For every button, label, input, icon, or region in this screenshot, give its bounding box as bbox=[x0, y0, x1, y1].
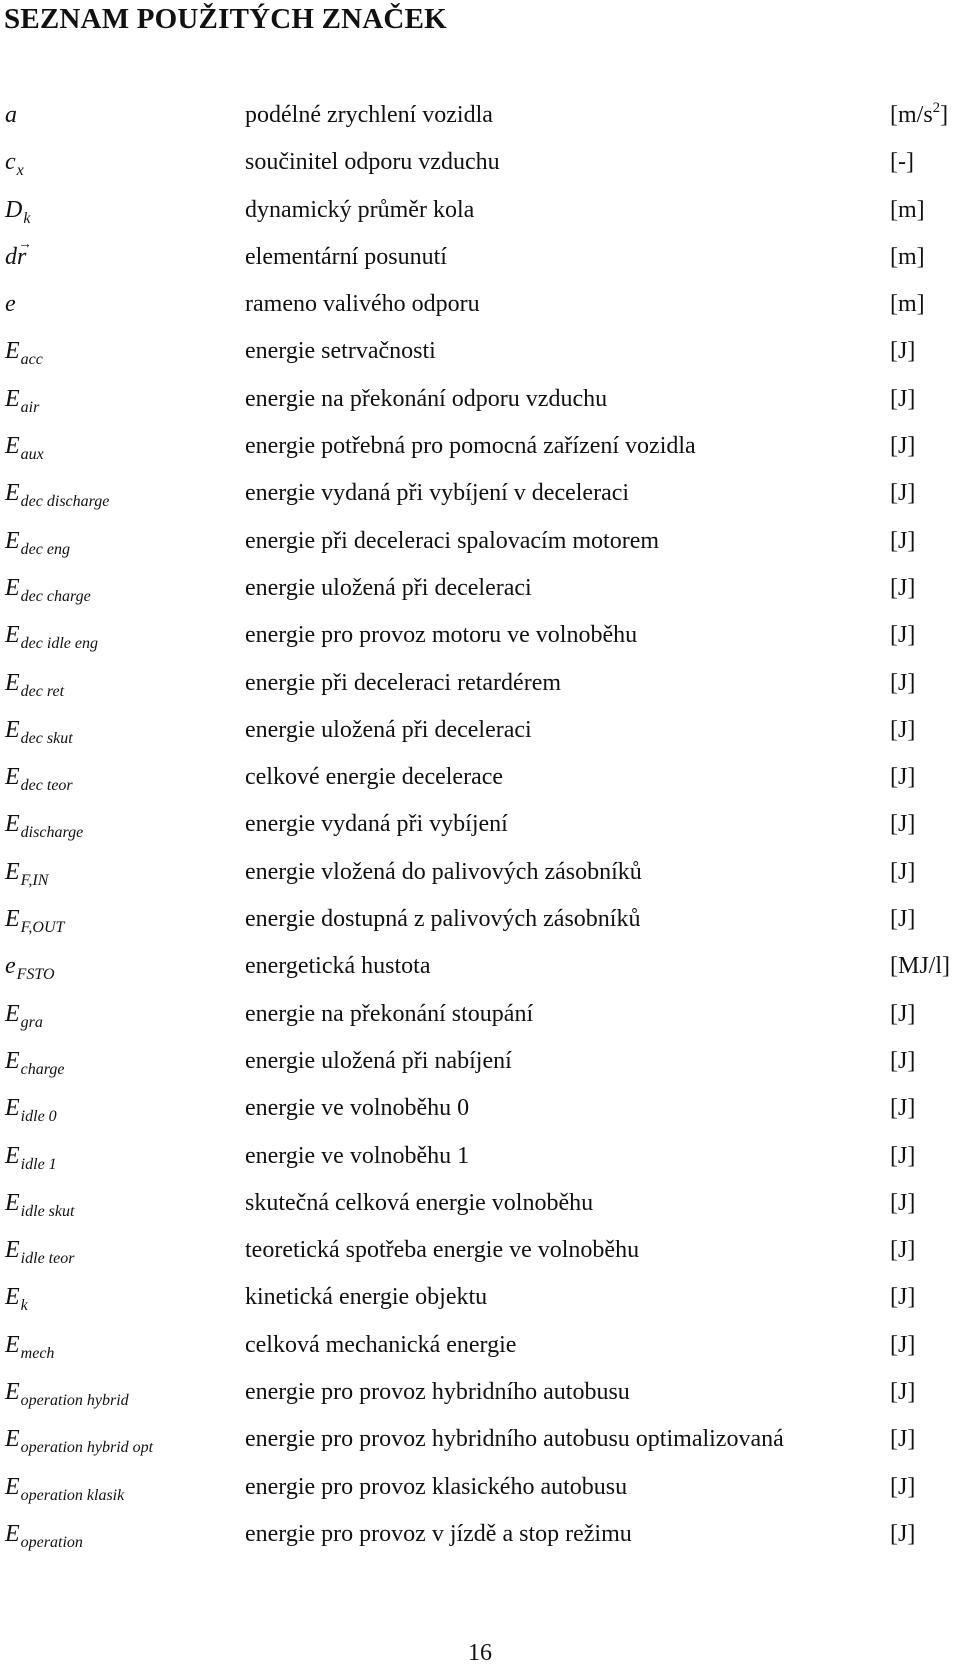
symbol-description: energie ve volnoběhu 0 bbox=[245, 1095, 470, 1122]
symbol-description: energie pro provoz v jízdě a stop režimu bbox=[245, 1520, 632, 1547]
symbol-description: energie vložená do palivových zásobníků bbox=[245, 858, 642, 885]
symbol-base: E bbox=[5, 527, 20, 554]
symbol-row bbox=[0, 754, 960, 801]
symbol-subscript: dec ret bbox=[20, 682, 65, 700]
symbol-row bbox=[0, 376, 960, 423]
symbol-description: celkové energie decelerace bbox=[245, 764, 504, 791]
symbol-subscript: dec idle eng bbox=[20, 635, 98, 653]
symbol bbox=[5, 92, 17, 139]
symbol-description: energie setrvačnosti bbox=[245, 338, 436, 365]
symbol-base: E bbox=[5, 433, 20, 460]
symbol-subscript: dec discharge bbox=[20, 493, 110, 511]
symbol-row bbox=[0, 281, 960, 328]
symbol-base: E bbox=[5, 1426, 20, 1453]
symbol-description: energie pro provoz klasického autobusu bbox=[245, 1473, 628, 1500]
symbol-base: E bbox=[5, 622, 20, 649]
symbol-subscript: charge bbox=[20, 1060, 65, 1078]
symbol-description: energie při deceleraci retardérem bbox=[245, 669, 562, 696]
symbol-base: E bbox=[5, 1047, 20, 1074]
symbol-unit bbox=[890, 1322, 915, 1369]
unit-text: [-] bbox=[890, 149, 914, 176]
symbol-unit bbox=[890, 1369, 915, 1416]
unit-text: [m] bbox=[890, 243, 925, 270]
symbol-unit bbox=[890, 187, 925, 234]
symbol bbox=[5, 943, 55, 992]
symbol-description: energie ve volnoběhu 1 bbox=[245, 1142, 470, 1169]
symbol-subscript: idle 0 bbox=[20, 1108, 57, 1126]
symbol-unit bbox=[890, 660, 915, 707]
symbol-row bbox=[0, 470, 960, 517]
symbol-description: energie na překonání stoupání bbox=[245, 1000, 534, 1027]
symbol-unit bbox=[890, 281, 925, 328]
unit-text: [J] bbox=[890, 1095, 916, 1122]
unit-text: [J] bbox=[890, 480, 916, 507]
unit-text: [J] bbox=[890, 385, 916, 412]
symbol bbox=[5, 234, 26, 281]
symbol-row bbox=[0, 187, 960, 234]
symbol-row bbox=[0, 328, 960, 375]
symbol-row bbox=[0, 991, 960, 1038]
page-number: 16 bbox=[468, 1640, 492, 1666]
symbol bbox=[5, 139, 24, 188]
symbol-subscript: F,IN bbox=[20, 871, 49, 889]
symbol-row bbox=[0, 1369, 960, 1416]
unit-text: [J] bbox=[890, 338, 916, 365]
unit-text: [J] bbox=[890, 858, 916, 885]
symbol-base: E bbox=[5, 385, 20, 412]
symbol-row bbox=[0, 92, 960, 139]
unit-text: [J] bbox=[890, 1331, 916, 1358]
unit-text: [J] bbox=[890, 1426, 916, 1453]
symbol-row bbox=[0, 234, 960, 281]
symbol-subscript: dec skut bbox=[20, 729, 73, 747]
symbol bbox=[5, 1038, 65, 1087]
symbol-description: energie uložená při deceleraci bbox=[245, 574, 532, 601]
symbol-unit bbox=[890, 234, 925, 281]
symbol-subscript: dec eng bbox=[20, 540, 70, 558]
unit-text: [J] bbox=[890, 1473, 916, 1500]
symbol-subscript: x bbox=[16, 162, 24, 180]
symbol bbox=[5, 660, 64, 709]
symbol-row bbox=[0, 849, 960, 896]
symbol-subscript: operation bbox=[20, 1533, 83, 1551]
symbol-unit bbox=[890, 1085, 915, 1132]
symbol-subscript: dec charge bbox=[20, 587, 91, 605]
symbol-subscript: mech bbox=[20, 1344, 55, 1362]
unit-text: [m/s bbox=[890, 102, 933, 128]
symbol-unit bbox=[890, 612, 915, 659]
symbol-unit bbox=[890, 470, 915, 517]
unit-text: [J] bbox=[890, 1520, 916, 1547]
unit-text: [J] bbox=[890, 1000, 916, 1027]
symbol-description: energie uložená při deceleraci bbox=[245, 716, 532, 743]
symbol-row bbox=[0, 1180, 960, 1227]
symbol-unit bbox=[890, 518, 915, 565]
unit-text: [J] bbox=[890, 622, 916, 649]
symbol-unit bbox=[890, 1227, 915, 1274]
unit-text: [J] bbox=[890, 716, 916, 743]
symbol-base: E bbox=[5, 669, 20, 696]
symbol-subscript: k bbox=[23, 209, 31, 227]
symbol-unit bbox=[890, 1416, 915, 1463]
symbol-base: e bbox=[5, 291, 16, 318]
symbol-unit bbox=[890, 423, 915, 470]
symbol-unit bbox=[890, 376, 915, 423]
symbol-description: energie potřebná pro pomocná zařízení vozidla bbox=[245, 433, 696, 460]
symbol-unit bbox=[890, 943, 950, 990]
symbol-row bbox=[0, 660, 960, 707]
symbol-unit bbox=[890, 92, 948, 142]
symbol-row bbox=[0, 565, 960, 612]
symbol-subscript: idle skut bbox=[20, 1202, 75, 1220]
symbol-row bbox=[0, 1322, 960, 1369]
symbol-base: E bbox=[5, 858, 20, 885]
symbol-description: teoretická spotřeba energie ve volnoběhu bbox=[245, 1237, 640, 1264]
symbol-subscript: idle teor bbox=[20, 1250, 75, 1268]
symbol-description: energie pro provoz hybridního autobusu optimalizovaná bbox=[245, 1426, 784, 1453]
symbol-row bbox=[0, 801, 960, 848]
symbol-base: E bbox=[5, 1379, 20, 1406]
symbol-description: skutečná celková energie volnoběhu bbox=[245, 1189, 594, 1216]
symbol-base: E bbox=[5, 1284, 20, 1311]
symbol bbox=[5, 849, 48, 898]
symbol bbox=[5, 328, 43, 377]
symbol bbox=[5, 1227, 74, 1276]
symbol-base: E bbox=[5, 1189, 20, 1216]
symbol bbox=[5, 801, 83, 850]
symbol-description: rameno valivého odporu bbox=[245, 291, 480, 318]
symbol-row bbox=[0, 1085, 960, 1132]
symbol-base: E bbox=[5, 906, 20, 933]
symbol-unit bbox=[890, 1464, 915, 1511]
symbol-base: c bbox=[5, 149, 16, 176]
symbol-row bbox=[0, 1227, 960, 1274]
symbol-subscript: dec teor bbox=[20, 777, 73, 795]
symbol-unit bbox=[890, 896, 915, 943]
symbol-vector: → r bbox=[17, 234, 26, 281]
symbol-unit bbox=[890, 1511, 915, 1558]
symbol-description: energie uložená při nabíjení bbox=[245, 1047, 512, 1074]
symbol bbox=[5, 1274, 28, 1323]
symbol-base: a bbox=[5, 102, 17, 128]
symbol-description: energetická hustota bbox=[245, 953, 431, 980]
symbol-subscript: aux bbox=[20, 446, 44, 464]
symbol bbox=[5, 1369, 129, 1418]
symbol-unit bbox=[890, 1133, 915, 1180]
symbol-subscript: acc bbox=[20, 351, 43, 369]
unit-text: [J] bbox=[890, 527, 916, 554]
symbol-unit bbox=[890, 328, 915, 375]
symbol-subscript: F,OUT bbox=[20, 919, 65, 937]
symbol-unit bbox=[890, 991, 915, 1038]
symbol-row bbox=[0, 1511, 960, 1558]
symbol-subscript: k bbox=[20, 1297, 28, 1315]
symbol-base: E bbox=[5, 1142, 20, 1169]
symbol bbox=[5, 1416, 153, 1465]
symbol-row bbox=[0, 1274, 960, 1321]
unit-text: [J] bbox=[890, 906, 916, 933]
symbol-description: elementární posunutí bbox=[245, 243, 447, 270]
symbol-subscript: air bbox=[20, 398, 40, 416]
symbol-description: energie vydaná při vybíjení v deceleraci bbox=[245, 480, 630, 507]
symbol-unit bbox=[890, 1180, 915, 1227]
symbol bbox=[5, 1511, 83, 1560]
unit-text: [J] bbox=[890, 574, 916, 601]
symbol-row bbox=[0, 139, 960, 186]
symbol-description: celková mechanická energie bbox=[245, 1331, 517, 1358]
symbol-base: E bbox=[5, 716, 20, 743]
symbol-row bbox=[0, 707, 960, 754]
symbol-unit bbox=[890, 707, 915, 754]
symbol-base: E bbox=[5, 1473, 20, 1500]
symbol bbox=[5, 281, 16, 328]
symbol-description: energie pro provoz motoru ve volnoběhu bbox=[245, 622, 638, 649]
symbol-base: E bbox=[5, 574, 20, 601]
symbol-subscript: operation klasik bbox=[20, 1486, 125, 1504]
unit-text: [J] bbox=[890, 1047, 916, 1074]
symbol-description: energie dostupná z palivových zásobníků bbox=[245, 906, 641, 933]
symbol-description: energie při deceleraci spalovacím motorem bbox=[245, 527, 660, 554]
symbol bbox=[5, 1180, 74, 1229]
symbol bbox=[5, 470, 109, 519]
symbol-subscript: FSTO bbox=[16, 966, 55, 984]
symbol bbox=[5, 376, 39, 425]
symbol-subscript: gra bbox=[20, 1013, 43, 1031]
symbol-base: E bbox=[5, 1095, 20, 1122]
symbol-base: E bbox=[5, 1520, 20, 1547]
symbol bbox=[5, 612, 98, 661]
symbol-subscript: operation hybrid bbox=[20, 1392, 129, 1410]
symbol-base: E bbox=[5, 1000, 20, 1027]
symbol-base: E bbox=[5, 338, 20, 365]
unit-text: [m] bbox=[890, 196, 925, 223]
symbol-unit bbox=[890, 1038, 915, 1085]
page-title: SEZNAM POUŽITÝCH ZNAČEK bbox=[4, 3, 447, 35]
symbol-base: d bbox=[5, 243, 17, 270]
symbol-row bbox=[0, 423, 960, 470]
unit-text-end: ] bbox=[940, 102, 949, 128]
symbol-subscript: idle 1 bbox=[20, 1155, 57, 1173]
symbol-base: E bbox=[5, 1331, 20, 1358]
symbol bbox=[5, 1133, 57, 1182]
symbol bbox=[5, 565, 91, 614]
unit-text: [J] bbox=[890, 1142, 916, 1169]
unit-text: [J] bbox=[890, 1189, 916, 1216]
symbol-subscript: operation hybrid opt bbox=[20, 1439, 154, 1457]
symbol-description: kinetická energie objektu bbox=[245, 1284, 488, 1311]
symbol-description: podélné zrychlení vozidla bbox=[245, 102, 493, 128]
symbol-row bbox=[0, 1133, 960, 1180]
symbol bbox=[5, 754, 73, 803]
unit-text: [J] bbox=[890, 1284, 916, 1311]
symbol-description: dynamický průměr kola bbox=[245, 196, 475, 223]
symbol-unit bbox=[890, 849, 915, 896]
symbol-row bbox=[0, 943, 960, 990]
symbol-row bbox=[0, 612, 960, 659]
symbol bbox=[5, 1464, 124, 1513]
symbol-row bbox=[0, 1038, 960, 1085]
symbol-description: energie pro provoz hybridního autobusu bbox=[245, 1379, 630, 1406]
symbol-row bbox=[0, 1464, 960, 1511]
unit-text: [m] bbox=[890, 291, 925, 318]
unit-text: [J] bbox=[890, 669, 916, 696]
symbol bbox=[5, 1322, 54, 1371]
symbol bbox=[5, 1085, 57, 1134]
symbol-base: D bbox=[5, 196, 23, 223]
symbol-unit bbox=[890, 801, 915, 848]
symbol-row bbox=[0, 1416, 960, 1463]
unit-text: [J] bbox=[890, 764, 916, 791]
symbol-base: E bbox=[5, 764, 20, 791]
symbol-base: E bbox=[5, 811, 20, 838]
symbol-description: energie na překonání odporu vzduchu bbox=[245, 385, 608, 412]
symbol-unit bbox=[890, 139, 914, 186]
symbol-subscript: discharge bbox=[20, 824, 84, 842]
unit-text: [MJ/l] bbox=[890, 953, 950, 980]
symbol bbox=[5, 518, 70, 567]
symbol-base: E bbox=[5, 1237, 20, 1264]
symbol bbox=[5, 991, 43, 1040]
symbol-unit bbox=[890, 565, 915, 612]
symbol-description: energie vydaná při vybíjení bbox=[245, 811, 508, 838]
symbol bbox=[5, 896, 64, 945]
symbol-list bbox=[0, 92, 960, 1558]
symbol-row bbox=[0, 518, 960, 565]
unit-text: [J] bbox=[890, 1379, 916, 1406]
symbol-base: e bbox=[5, 953, 16, 980]
unit-text: [J] bbox=[890, 811, 916, 838]
symbol bbox=[5, 423, 44, 472]
symbol-unit bbox=[890, 1274, 915, 1321]
symbol-row bbox=[0, 896, 960, 943]
unit-superscript: 2 bbox=[932, 100, 941, 116]
symbol bbox=[5, 707, 73, 756]
unit-text: [J] bbox=[890, 433, 916, 460]
symbol-description: součinitel odporu vzduchu bbox=[245, 149, 500, 176]
symbol-base: E bbox=[5, 480, 20, 507]
unit-text: [J] bbox=[890, 1237, 916, 1264]
symbol-unit bbox=[890, 754, 915, 801]
